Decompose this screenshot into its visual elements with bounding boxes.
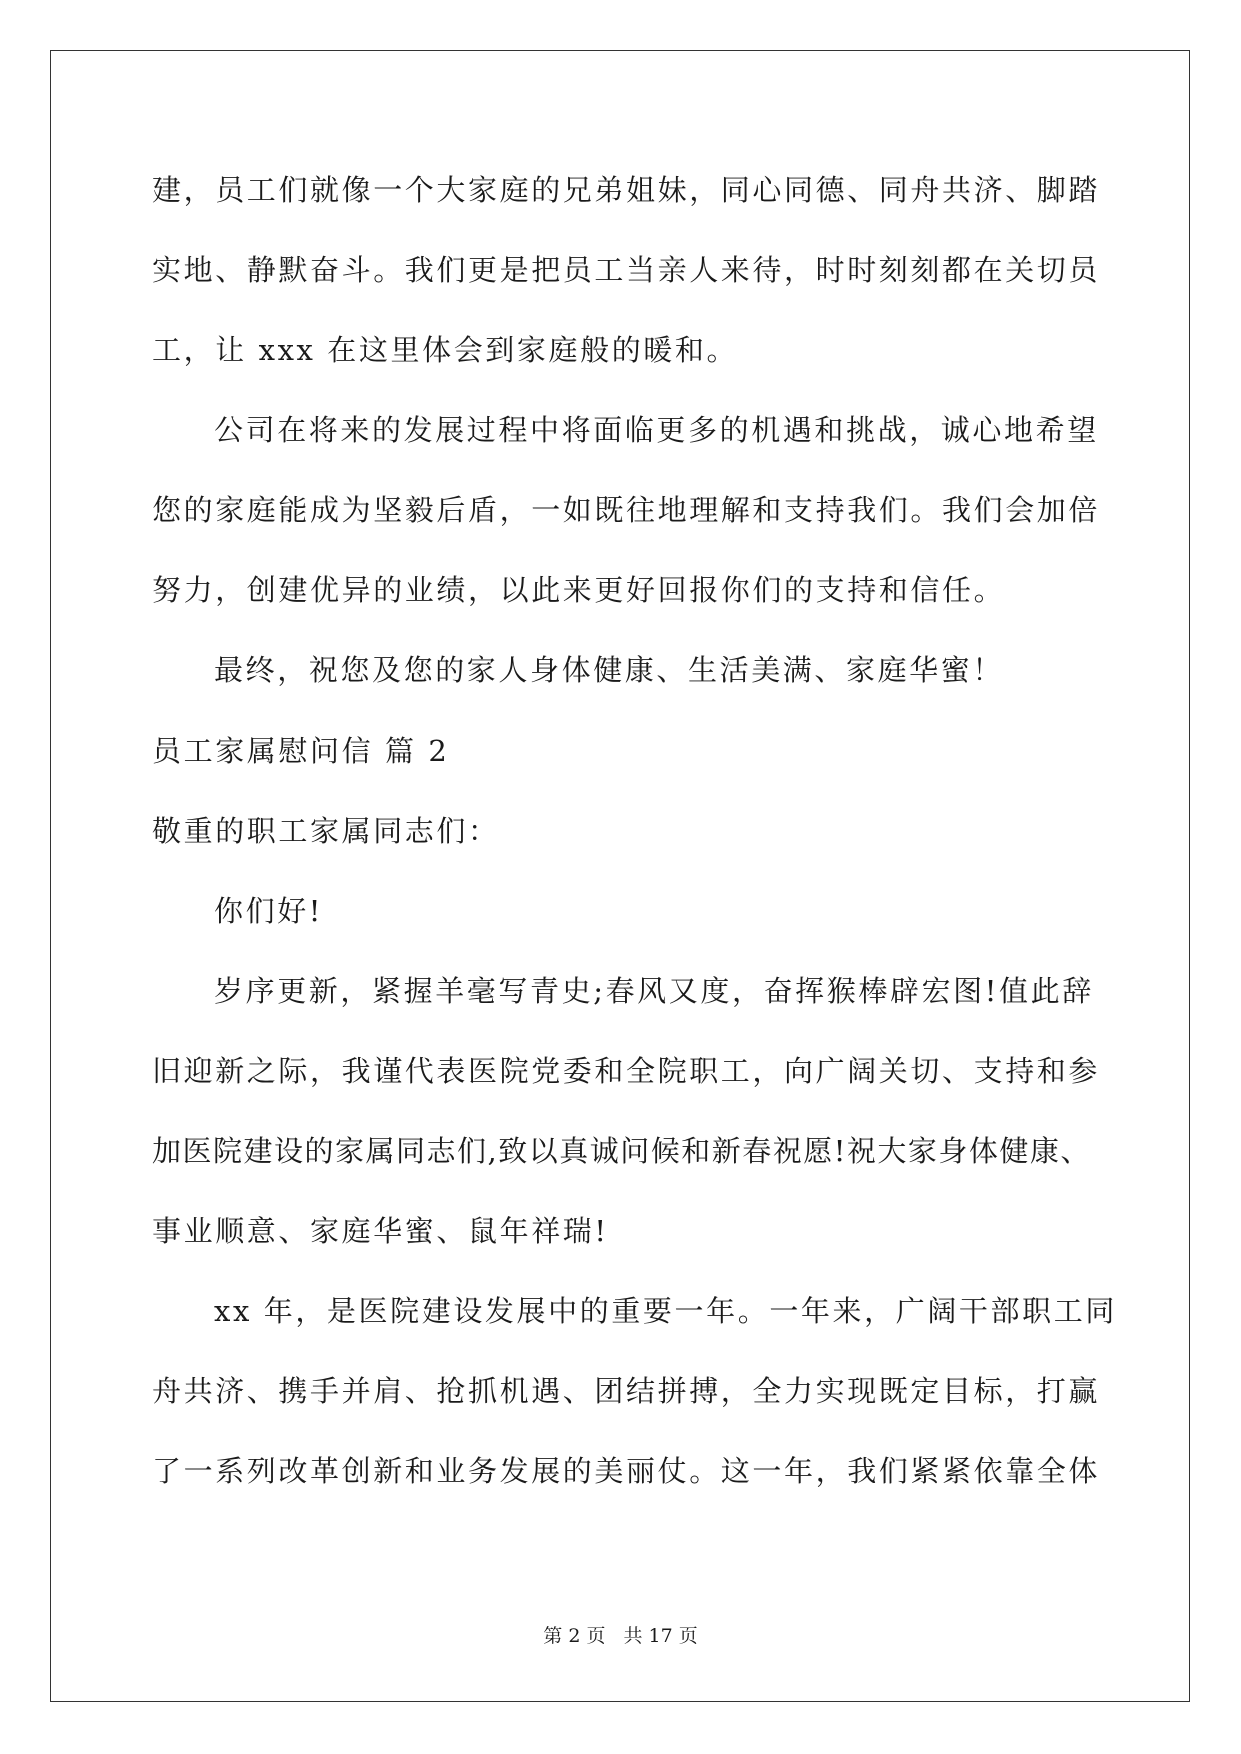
section-heading: 员工家属慰问信 篇 2 bbox=[152, 734, 450, 768]
body-line: 加医院建设的家属同志们,致以真诚问候和新春祝愿!祝大家身体健康、 bbox=[152, 1134, 1091, 1168]
body-line: 舟共济、携手并肩、抢抓机遇、团结拼搏，全力实现既定目标，打赢 bbox=[152, 1374, 1101, 1408]
body-line: 了一系列改革创新和业务发展的美丽仗。这一年，我们紧紧依靠全体 bbox=[152, 1454, 1101, 1488]
paragraph-start-line: 岁序更新，紧握羊毫写青史;春风又度，奋挥猴棒辟宏图!值此辞 bbox=[214, 974, 1094, 1008]
paragraph-start-line: 公司在将来的发展过程中将面临更多的机遇和挑战，诚心地希望 bbox=[214, 413, 1099, 447]
salutation: 敬重的职工家属同志们： bbox=[152, 814, 500, 848]
body-line: 您的家庭能成为坚毅后盾，一如既往地理解和支持我们。我们会加倍 bbox=[152, 493, 1101, 527]
body-line: 努力，创建优异的业绩，以此来更好回报你们的支持和信任。 bbox=[152, 573, 1006, 607]
greeting-line: 你们好! bbox=[214, 894, 324, 928]
page-number-current: 第 2 页 bbox=[543, 1625, 606, 1647]
body-line: 旧迎新之际，我谨代表医院党委和全院职工，向广阔关切、支持和参 bbox=[152, 1054, 1101, 1088]
body-line: 建，员工们就像一个大家庭的兄弟姐妹，同心同德、同舟共济、脚踏 bbox=[152, 173, 1101, 207]
page-number-total: 共 17 页 bbox=[623, 1625, 698, 1647]
paragraph-start-line: 最终，祝您及您的家人身体健康、生活美满、家庭华蜜！ bbox=[214, 653, 1005, 687]
page-footer bbox=[0, 1624, 1241, 1648]
body-line: 工，让 xxx 在这里体会到家庭般的暖和。 bbox=[152, 333, 739, 367]
body-line: 事业顺意、家庭华蜜、鼠年祥瑞! bbox=[152, 1214, 609, 1248]
body-line: 实地、静默奋斗。我们更是把员工当亲人来待，时时刻刻都在关切员 bbox=[152, 253, 1101, 287]
paragraph-start-line: xx 年，是医院建设发展中的重要一年。一年来，广阔干部职工同 bbox=[214, 1294, 1117, 1328]
